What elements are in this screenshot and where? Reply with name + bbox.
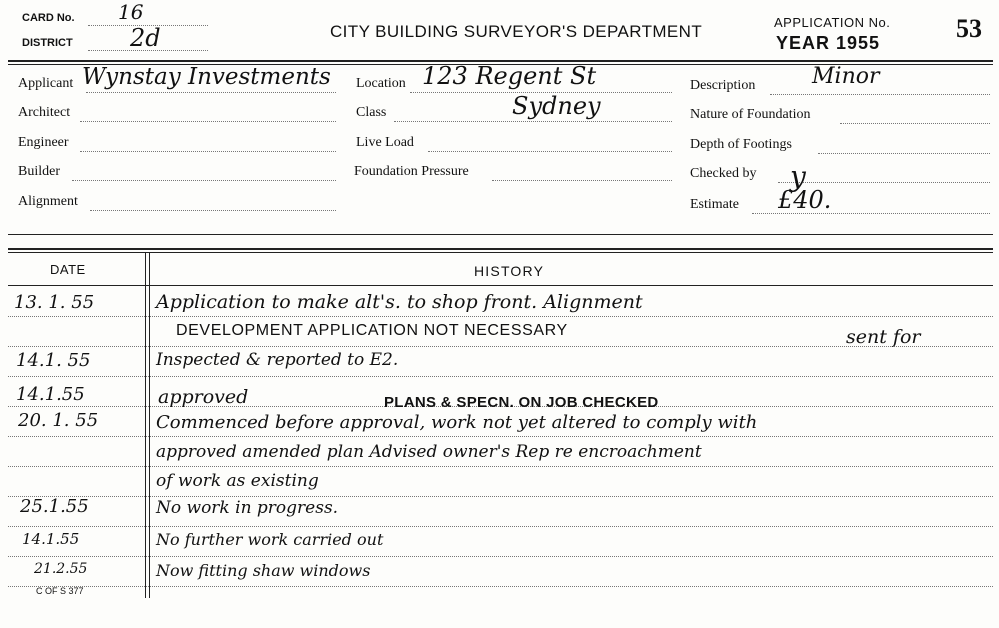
district-label: DISTRICT [22, 37, 73, 49]
architect-line [80, 121, 336, 122]
history-date: 14.1. 55 [16, 350, 91, 371]
foundation-pressure-label: Foundation Pressure [354, 164, 469, 179]
depth-line [818, 153, 990, 154]
row-rule [8, 316, 993, 317]
row-rule [8, 496, 993, 497]
year-label: YEAR 1955 [776, 33, 881, 53]
history-date: 25.1.55 [20, 496, 89, 517]
development-stamp: DEVELOPMENT APPLICATION NOT NECESSARY [176, 322, 568, 339]
row-rule [8, 526, 993, 527]
engineer-line [80, 151, 336, 152]
sent-for-note: sent for [846, 326, 921, 348]
card-no-value: 16 [118, 0, 144, 24]
table-top-rule [8, 248, 993, 250]
history-date: 20. 1. 55 [18, 410, 99, 431]
history-entry: Commenced before approval, work not yet altered to comply with [156, 412, 758, 433]
history-entry: Inspected & reported to E2. [156, 350, 399, 370]
description-label: Description [690, 78, 756, 93]
location-value-1: 123 Regent St [422, 62, 597, 90]
live-load-label: Live Load [356, 135, 414, 150]
class-line [394, 121, 672, 122]
checked-by-line [778, 182, 990, 183]
application-no-value: 53 [956, 14, 982, 43]
application-no-label: APPLICATION No. [774, 15, 891, 30]
engineer-label: Engineer [18, 135, 69, 150]
row-rule [8, 376, 993, 377]
row-rule [8, 556, 993, 557]
alignment-label: Alignment [18, 194, 78, 209]
estimate-label: Estimate [690, 197, 739, 212]
fields-bottom-rule [8, 234, 993, 235]
history-entry: Now fitting shaw windows [156, 561, 371, 580]
history-entry: of work as existing [156, 471, 319, 491]
builder-label: Builder [18, 164, 60, 179]
row-rule [8, 436, 993, 437]
district-value: 2d [130, 24, 161, 52]
foundation-pressure-line [492, 180, 672, 181]
history-date: 14.1.55 [22, 530, 80, 548]
history-entry: approved amended plan Advised owner's Rep re encroachment [156, 442, 702, 462]
row-rule [8, 586, 993, 587]
nature-label: Nature of Foundation [690, 107, 811, 122]
history-header: HISTORY [474, 263, 545, 279]
description-line [770, 94, 990, 95]
location-label: Location [356, 76, 406, 91]
date-header: DATE [50, 262, 86, 277]
class-label: Class [356, 105, 387, 120]
live-load-line [428, 151, 672, 152]
builder-line [72, 180, 336, 181]
description-value: Minor [812, 64, 880, 89]
form-code: C OF S 377 [36, 586, 84, 596]
card-no-label: CARD No. [22, 12, 75, 24]
applicant-label: Applicant [18, 76, 74, 91]
history-date: 21.2.55 [34, 561, 88, 577]
history-entry: No further work carried out [156, 530, 384, 549]
checked-by-value: y [790, 160, 806, 193]
department-title: CITY BUILDING SURVEYOR'S DEPARTMENT [330, 22, 703, 41]
architect-label: Architect [18, 105, 71, 120]
history-entry: No work in progress. [156, 498, 339, 518]
location-value-2: Sydney [512, 92, 601, 120]
history-date: 13. 1. 55 [14, 292, 95, 313]
history-entry: approved [158, 386, 249, 408]
history-entry: Application to make alt's. to shop front. Alignment [156, 291, 643, 313]
nature-line [840, 123, 990, 124]
history-date: 14.1.55 [16, 384, 85, 405]
alignment-line [90, 210, 336, 211]
table-top-rule-2 [8, 252, 993, 253]
date-column-divider [145, 252, 146, 598]
row-rule [8, 466, 993, 467]
applicant-value: Wynstay Investments [82, 64, 331, 90]
depth-label: Depth of Footings [690, 137, 792, 152]
table-header-rule [8, 285, 993, 286]
date-column-divider-2 [149, 252, 150, 598]
applicant-line [86, 92, 336, 93]
estimate-value: £40. [778, 186, 832, 214]
checked-by-label: Checked by [690, 166, 757, 181]
plans-checked-stamp: PLANS & SPECN. ON JOB CHECKED [384, 394, 659, 411]
